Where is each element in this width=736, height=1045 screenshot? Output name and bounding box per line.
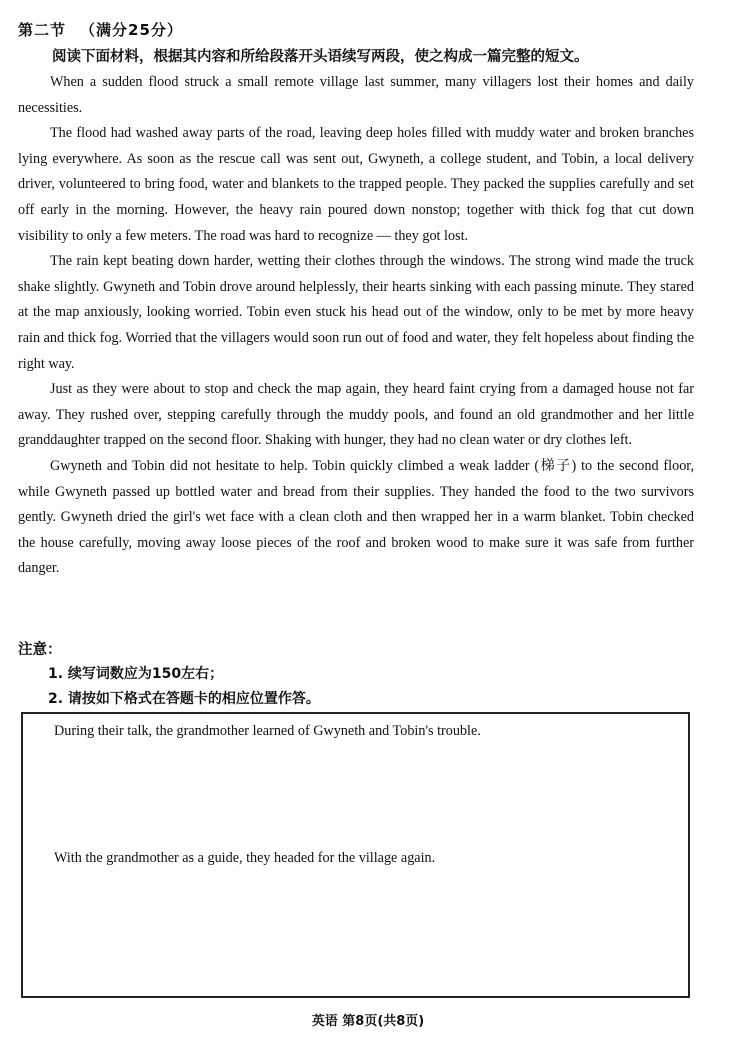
note-word-count: 1. 续写词数应为150左右； — [48, 666, 224, 682]
task-instruction: 阅读下面材料，根据其内容和所给段落开头语续写两段，使之构成一篇完整的短文。 — [52, 49, 589, 65]
paragraph-starter-1: During their talk, the grandmother learned of Gwyneth and Tobin's trouble. — [54, 723, 481, 739]
passage-paragraph: The flood had washed away parts of the road, leaving deep holes filled with muddy water and broken branches lying everywhere. As soon as the rescue call was sent out, Gwyneth, a college student, and Tobin, a local delivery driver, volunteered to bring food, water and blankets to the trapped people. They packed the supplies carefully and set off early in the morning. However, the heavy rain poured down nonstop; together with thick fog that cut down visibility to only a few meters. The road was hard to recognize — they got lost. — [18, 125, 694, 244]
section-score: （满分25分） — [80, 21, 183, 39]
passage-paragraph: Gwyneth and Tobin did not hesitate to help. Tobin quickly climbed a weak ladder (梯子) to the second floor, while Gwyneth passed up bottled water and bread from their supplies. They handed the food to the two survivors gently. Gwyneth dried the girl's wet face with a clean cloth and then wrapped her in a warm blanket. Tobin checked the house carefully, moving away loose pieces of the roof and broken wood to make sure it was safe from further danger. — [18, 457, 694, 577]
section-heading — [18, 19, 183, 40]
passage-paragraph: The rain kept beating down harder, wetting their clothes through the windows. The strong wind made the truck shake slightly. Gwyneth and Tobin drove around helplessly, their hearts sinking with each passing minute. They stared at the map anxiously, looking worried. Tobin even stuck his head out of the window, only to be met by more heavy rain and thick fog. Worried that the villagers would soon run out of food and water, they felt hopeless about finding the right way. — [18, 253, 694, 372]
section-label: 第二节 — [18, 21, 67, 39]
passage-paragraph: When a sudden flood struck a small remote village last summer, many villagers lost their homes and daily necessities. — [18, 74, 694, 116]
page-footer: 英语 第8页(共8页) — [311, 1014, 425, 1029]
paragraph-starter-2: With the grandmother as a guide, they headed for the village again. — [54, 850, 436, 866]
reading-passage — [18, 70, 694, 582]
passage-paragraph: Just as they were about to stop and check the map again, they heard faint crying from a damaged house not far away. They rushed over, stepping carefully through the muddy pools, and found an old grandmother and her little granddaughter trapped on the second floor. Shaking with hunger, they had no clean water or dry clothes left. — [18, 381, 694, 449]
notes-title: 注意： — [18, 642, 62, 658]
answer-box — [21, 712, 690, 998]
note-answer-format: 2. 请按如下格式在答题卡的相应位置作答。 — [48, 691, 320, 707]
